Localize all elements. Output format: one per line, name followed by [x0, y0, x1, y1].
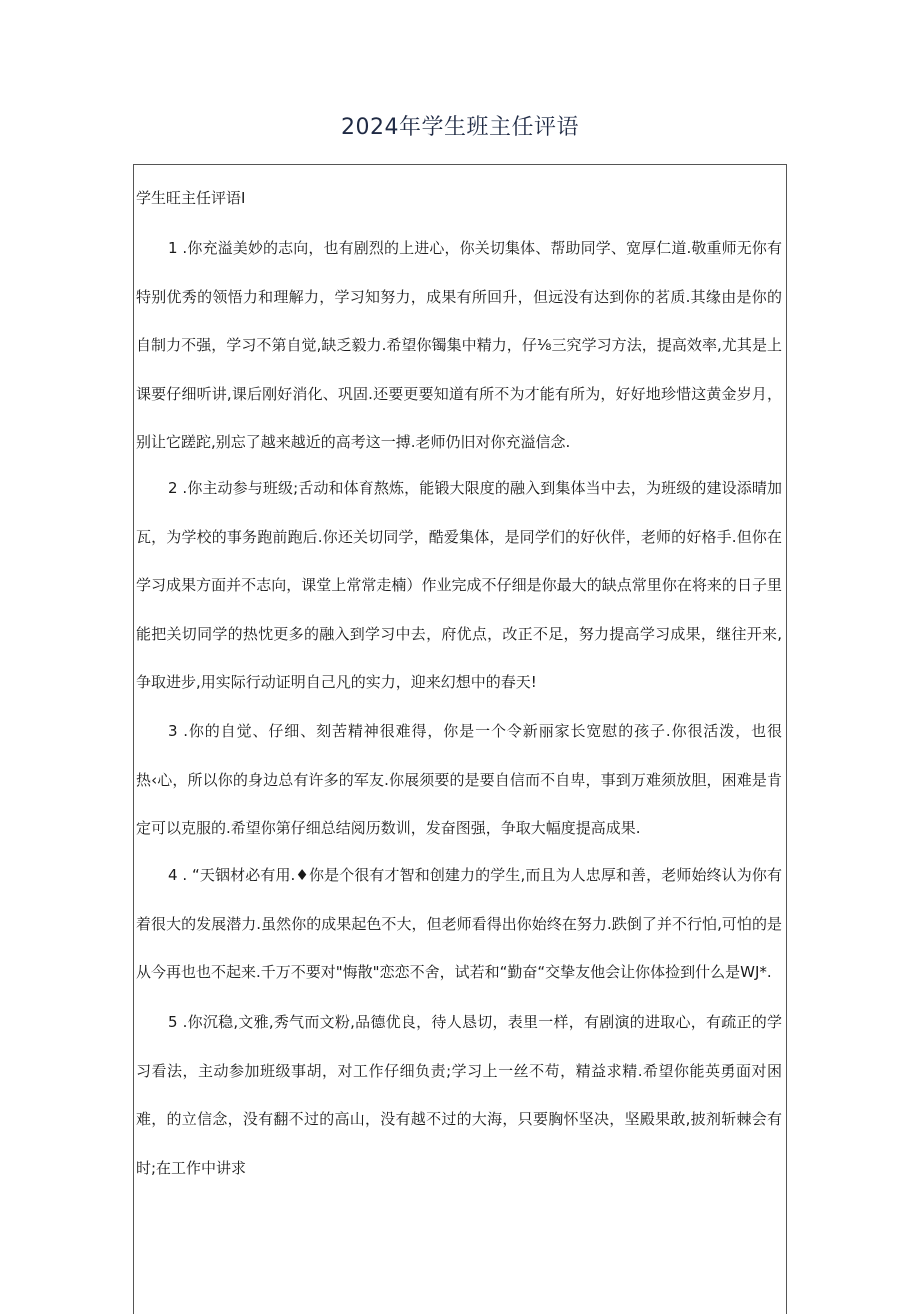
document-title: 2024年学生班主任评语: [341, 115, 579, 140]
comment-paragraph-2: 2 .你主动参与班级;舌动和体育熬炼，能锻大限度的融入到集体当中去，为班级的建设添晴加瓦，为学校的事务跑前跑后.你还关切同学，酷爱集体，是同学们的好伙伴，老师的好格手.但你在学习成果方面并不志向，课堂上常常走楠）作业完成不仔细是你最大的缺点常里你在将来的日子里能把关切同学的热忱更多的融入到学习中去，府优点，改正不足，努力提高学习成果，继往开来,争取进步,用实际行动证明自己凡的实力，迎来幻想中的春天!: [136, 479, 782, 691]
section-heading: 学生旺主任评语I: [136, 189, 246, 207]
comment-paragraph-4: 4 . “天铟材必有用.♦你是个很有才智和创建力的学生,而且为人忠厚和善，老师始终认为你有着很大的发展潜力.虽然你的成果起色不大，但老师看得出你始终在努力.跌倒了并不行怕,可怕的是从今再也也不起来.千万不要对"悔散"恋恋不舍，试若和“勤奋“交挚友他会让你体捡到什么是WJ*.: [136, 866, 782, 981]
comment-paragraph-1: 1 .你充溢美妙的志向，也有剧烈的上进心，你关切集体、帮助同学、宽厚仁道.敬重师无你有特别优秀的领悟力和理解力，学习知努力，成果有所回升，但远没有达到你的茗质.其缘由是你的自制力不强，学习不第自觉,缺乏毅力.希望你镯集中精力，仔⅛三究学习方法，提高效率,尤其是上课要仔细听讲,课后刚好消化、巩固.还要更要知道有所不为才能有所为，好好地珍惜这黄金岁月，别让它蹉跎,别忘了越来越近的高考这一搏.老师仍旧对你充溢信念.: [136, 239, 782, 451]
comment-paragraph-3: 3 .你的自觉、仔细、刻苦精神很难得，你是一个令新丽家长宽慰的孩子.你很活泼，也很热‹心，所以你的身边总有许多的军友.你展须要的是要自信而不自卑，事到万难须放胆，困难是肯定可以克服的.希望你第仔细总结阅历数训，发奋图强，争取大幅度提高成果.: [136, 722, 782, 837]
comment-paragraph-5: 5 .你沉稳,文雅,秀气而文粉,品德优良，待人恳切，表里一样，有剧演的进取心，有疏正的学习看法，主动参加班级事胡，对工作仔细负责;学习上一丝不苟，精益求精.希望你能英勇面对困难，的立信念，没有翻不过的高山，没有越不过的大海，只要胸怀坚决，坚殿果敢,披剂斩棘会有时;在工作中讲求: [136, 1013, 782, 1177]
